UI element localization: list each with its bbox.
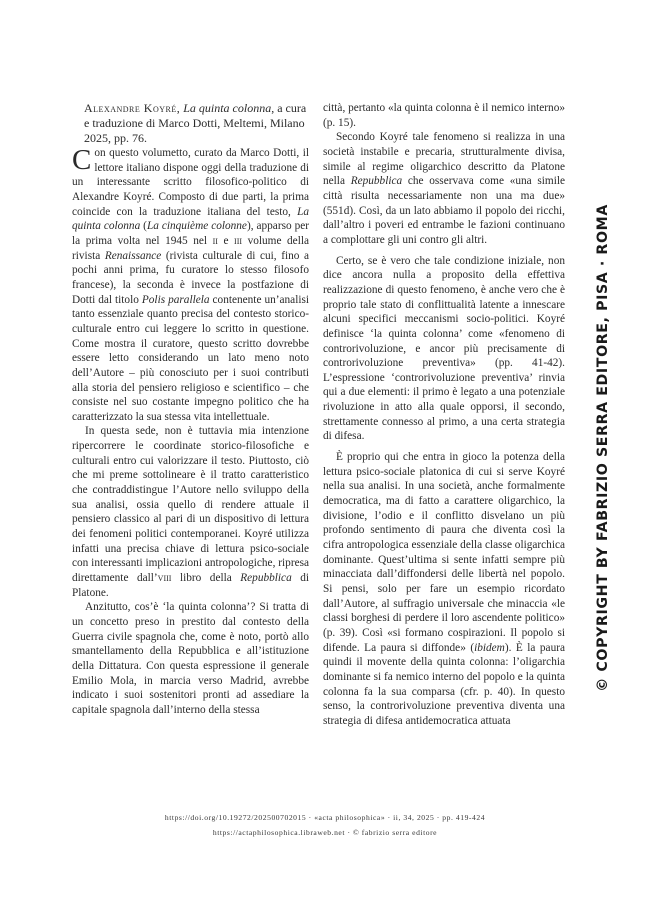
footer-website-line: https://actaphilosophica.libraweb.net · © fabrizio serra editore xyxy=(212,828,438,837)
left-column xyxy=(72,101,309,718)
italic-run: Repubblica xyxy=(240,572,292,585)
right-column xyxy=(323,101,565,729)
italic-run: La cinquième colonne xyxy=(146,220,247,233)
text-run: on questo volumetto, curato da Marco Dotti, il lettore italiano dispone oggi della traduzione di un interessante scritto filosofico-politico di Alexandre Koyré. Composto di due parti, la prima coincide con la traduzione italiana del testo, xyxy=(72,147,309,218)
text-run: volume della rivista xyxy=(72,234,309,262)
copyright-sideband xyxy=(589,175,617,720)
copyright-text: © COPYRIGHT BY FABRIZIO SERRA EDITORE, PISA · ROMA xyxy=(595,203,611,692)
paragraph xyxy=(72,146,309,424)
review-author: Alexandre Koyré, xyxy=(84,101,181,115)
text-run: di Platone. xyxy=(72,572,310,599)
italic-run: Repubblica xyxy=(350,175,403,188)
text-run: contenente un’analisi tanto essenziale quanto precisa del contesto storico-culturale entro cui leggere lo scritto in questione. Come mostra il curatore, questo scritto dovrebbe essere letto considerando un lato meno noto dell’Autore – più conosciuto per i suoi contributi alla storia del pensiero religioso e scientifico – che consiste nel suo costante impegno politico che ha caratterizzato la sua stessa vita intellettuale. xyxy=(72,293,310,423)
text-run: e xyxy=(217,234,235,247)
review-book-title: La quinta colonna xyxy=(183,101,272,115)
footer-doi-line: https://doi.org/10.19272/202500702015 · «acta philosophica» · ii, 34, 2025 · pp. 419-424 xyxy=(164,813,486,822)
italic-run: La quinta colonna xyxy=(72,205,309,233)
smallcaps-run: viii xyxy=(157,572,172,585)
review-header xyxy=(72,101,309,146)
smallcaps-run: ii xyxy=(212,234,218,247)
smallcaps-run: iii xyxy=(234,234,243,247)
drop-cap: C xyxy=(72,144,92,176)
text-run: ). È la paura quindi il movente della quinta colonna: l’oligarchia dominante si fa nemico interno del popolo e la quinta colonna fa la sua comparsa (cfr. p. 40). In questo senso, la controrivoluzione preventiva diventa una strategia di difesa antidemocratica attuata xyxy=(323,641,565,727)
review-details: , a cura e traduzione di Marco Dotti, Meltemi, Milano 2025, pp. 76. xyxy=(84,101,307,145)
paragraph xyxy=(72,424,309,600)
text-run: ( xyxy=(140,220,147,233)
paragraph xyxy=(323,450,565,728)
paragraph: città, pertanto «la quinta colonna è il nemico interno» (p. 15). xyxy=(323,102,565,129)
paragraph: Anzitutto, cos’è ‘la quinta colonna’? Si tratta di un concetto preso in prestito dal contesto della Guerra civile spagnola che, come è noto, portò allo smantellamento della Repubblica e all’istituzione della Dittatura. Con questa espressione il generale Emilio Mola, in marcia verso Madrid, avrebbe indicato i suoi sostenitori pronti ad assediare la capitale spagnola dall’interno della stessa xyxy=(72,601,309,716)
italic-run: Renaissance xyxy=(104,249,162,262)
italic-run: ibidem xyxy=(474,641,505,654)
text-run: Secondo Koyré tale fenomeno si realizza in una società instabile e precaria, strutturalmente divisa, simile al regime oligarchico descritto da Platone nella xyxy=(323,131,565,188)
text-run: libro della xyxy=(171,572,241,585)
paragraph xyxy=(323,130,565,247)
italic-run: Polis parallela xyxy=(141,293,210,306)
text-run: In questa sede, non è tuttavia mia intenzione ripercorrere le coordinate storico-filosofiche e culturali entro cui valorizzare il testo. Piuttosto, ciò che mi preme sottolineare è il tratto caratteristico che contraddistingue l’Autore nello sviluppo della sua analisi, ossia quello di rendere attuale il pensiero classico al pari di un dispositivo di lettura dei fenomeni politici contemporanei. Koyré utilizza infatti una precisa chiave di lettura psico-sociale con interessanti implicazioni antropologiche, ripresa direttamente dall’ xyxy=(72,425,309,585)
text-run: ), apparso per la prima volta nel 1945 nel xyxy=(72,220,309,247)
text-run: che osservava come «una simile città risulta necessariamente non una ma due» (551d). Così, da un lato abbiamo il popolo dei ricchi, dall’altro i poveri ed entrambe le fazioni continuano a complottare gli uni contro gli altri. xyxy=(323,175,565,246)
text-run: (rivista culturale di cui, fino a pochi anni prima, fu curatore lo stesso filosofo francese), la seconda è invece la postfazione di Dotti dal titolo xyxy=(72,249,310,306)
text-run: È proprio qui che entra in gioco la potenza della lettura psico-sociale platonica di cui si serve Koyré nella sua analisi. In una società, anche formalmente democratica, ma di fatto a carattere oligarchico, la divisione, l’odio e il conflitto disvelano un più profondo sentimento di paura che diventa così la cifra antropologica essenziale della classe oligarchica dominante. Quest’ultima si sente infatti sempre più minacciata dall’diffondersi delle libertà nel popolo. Si pensi, solo per fare un esempio ricordato dall’Autore, al suffragio universale che minaccia «le classi borghesi di perdere il loro ascendente politico» (p. 39). Così «si formano cospirazioni. Il popolo si difende. La paura si diffonde» ( xyxy=(323,451,565,654)
paragraph: Certo, se è vero che tale condizione iniziale, non dice ancora nulla a proposito della effettiva realizzazione di questo fenomeno, è anche vero che è proprio tale stato di conflittualità latente a innescare alcuni specifici meccanismi socio-politici. Koyré definisce ‘la quinta colonna’ come «fenomeno di controrivoluzione, e ancor più precisamente di controrivoluzione preventiva» (pp. 41-42). L’espressione ‘controrivoluzione preventiva’ rinvia qui a due elementi: il primo è legato a una potenziale rivoluzione in atto alla quale opporsi, il secondo, strettamente connesso al primo, a una certa strategia di difesa. xyxy=(323,254,565,443)
